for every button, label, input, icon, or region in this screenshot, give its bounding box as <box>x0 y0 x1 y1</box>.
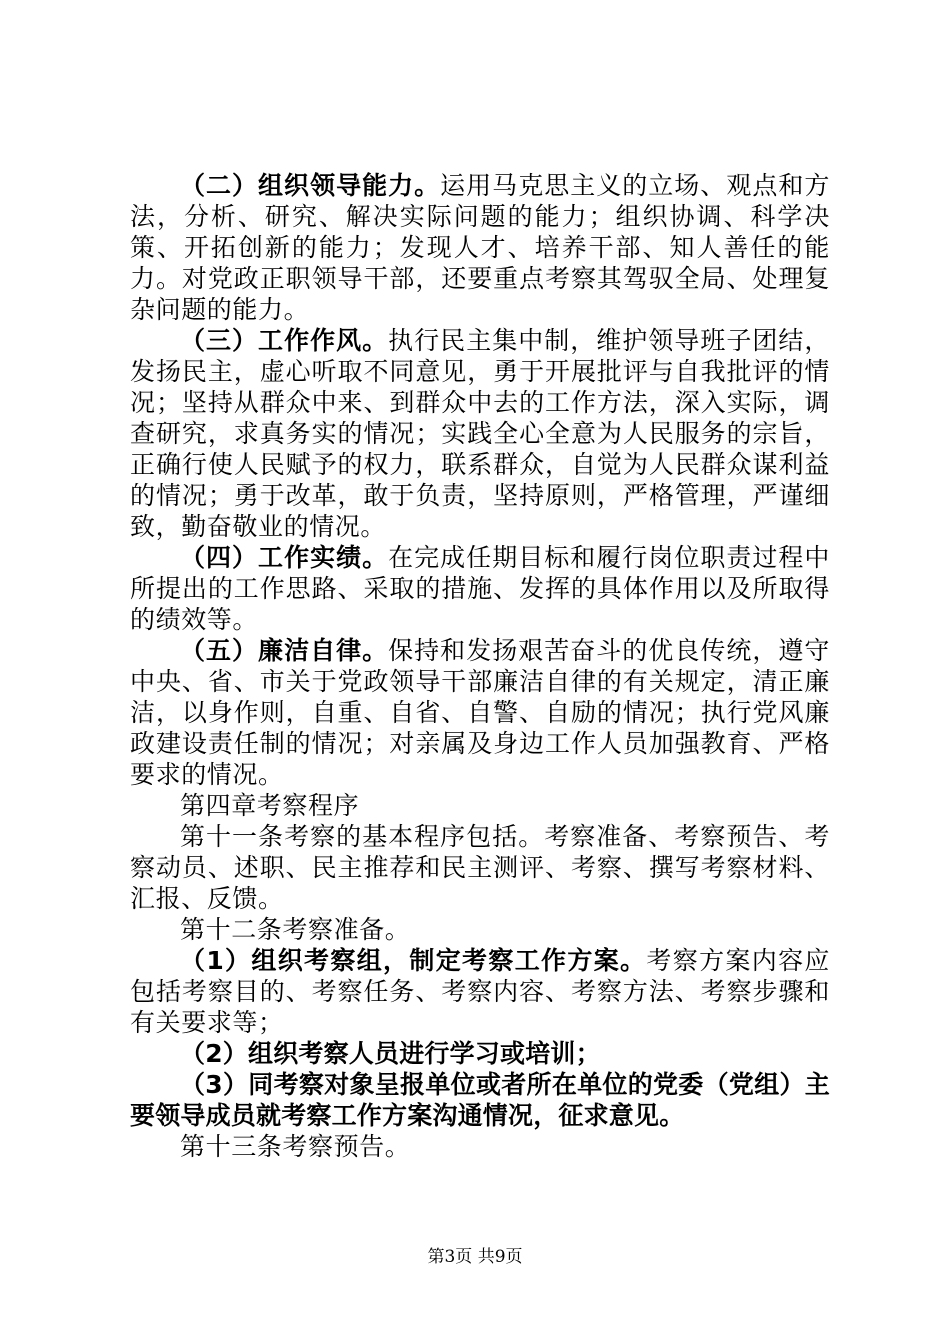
item-lead: （1）组织考察组，制定考察工作方案。 <box>180 946 647 975</box>
paragraph-lead: （四）工作实绩。 <box>180 543 389 572</box>
article-13: 第十三条考察预告。 <box>180 1132 411 1161</box>
document-body <box>130 170 830 1162</box>
article-11: 第十一条考察的基本程序包括。考察准备、考察预告、考察动员、述职、民主推荐和民主测评、考察、撰写考察材料、汇报、反馈。 <box>130 822 830 913</box>
paragraph-work-style <box>130 325 830 542</box>
item-1 <box>130 945 830 1038</box>
page-number-footer: 第3页 共9页 <box>427 1247 523 1267</box>
paragraph-text: 保持和发扬艰苦奋斗的优良传统，遵守中央、省、市关于党政领导干部廉洁自律的有关规定，清正廉洁，以身作则，自重、自省、自警、自励的情况；执行党风廉政建设责任制的情况；对亲属及身边工作人员加强教育、严格要求的情况。 <box>130 636 830 789</box>
item-2: （2）组织考察人员进行学习或培训； <box>180 1039 601 1068</box>
paragraph-lead: （二）组织领导能力。 <box>180 171 441 200</box>
paragraph-text: 在完成任期目标和履行岗位职责过程中所提出的工作思路、采取的措施、发挥的具体作用以及所取得的绩效等。 <box>130 543 830 634</box>
paragraph-lead: （五）廉洁自律。 <box>180 636 389 665</box>
paragraph-lead: （三）工作作风。 <box>180 326 389 355</box>
item-text: 考察方案内容应包括考察目的、考察任务、考察内容、考察方法、考察步骤和有关要求等； <box>130 946 831 1037</box>
item-3: （3）同考察对象呈报单位或者所在单位的党委（党组）主要领导成员就考察工作方案沟通情况，征求意见。 <box>130 1070 830 1130</box>
paragraph-organizational-leadership <box>130 170 830 325</box>
paragraph-text: 执行民主集中制，维护领导班子团结，发扬民主，虚心听取不同意见，勇于开展批评与自我批评的情况；坚持从群众中来、到群众中去的工作方法，深入实际，调查研究，求真务实的情况；实践全心全意为人民服务的宗旨，正确行使人民赋予的权力，联系群众，自觉为人民群众谋利益的情况；勇于改革，敢于负责，坚持原则，严格管理，严谨细致，勤奋敬业的情况。 <box>130 326 830 541</box>
paragraph-work-performance <box>130 542 830 635</box>
paragraph-integrity <box>130 635 830 790</box>
article-12: 第十二条考察准备。 <box>180 915 411 944</box>
paragraph-text: 运用马克思主义的立场、观点和方法，分析、研究、解决实际问题的能力；组织协调、科学决策、开拓创新的能力；发现人才、培养干部、知人善任的能力。对党政正职领导干部，还要重点考察其驾驭全局、处理复杂问题的能力。 <box>130 171 830 324</box>
chapter-heading: 第四章考察程序 <box>180 791 360 820</box>
